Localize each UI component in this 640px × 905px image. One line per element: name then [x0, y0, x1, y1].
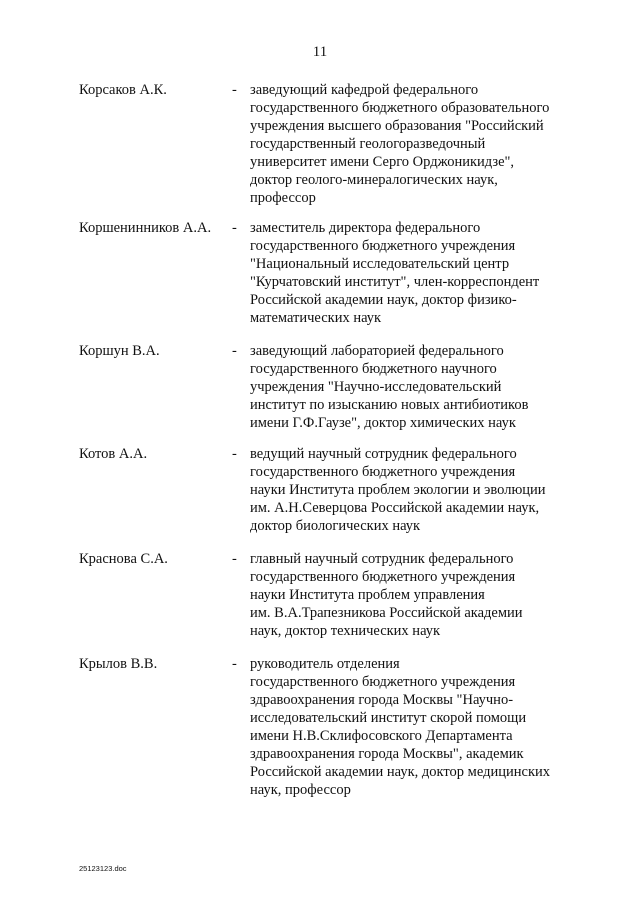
description-line: науки Института проблем управления — [250, 587, 485, 603]
member-name: Коршун В.А. — [79, 343, 160, 359]
description-line: главный научный сотрудник федерального — [250, 551, 514, 567]
entry-dash: - — [232, 446, 237, 462]
description-line: наук, доктор технических наук — [250, 623, 441, 639]
description-line: государственного бюджетного научного — [250, 361, 497, 377]
member-description — [250, 342, 570, 432]
description-line: университет имени Серго Орджоникидзе", — [250, 154, 515, 170]
entry-dash: - — [232, 343, 237, 359]
description-line: профессор — [250, 190, 316, 206]
member-name: Котов А.А. — [79, 446, 148, 462]
description-line: институт по изысканию новых антибиотиков — [250, 397, 529, 413]
description-line: Российской академии наук, доктор физико- — [250, 292, 517, 308]
member-description — [250, 550, 570, 640]
description-line: им. В.А.Трапезникова Российской академии — [250, 605, 523, 621]
description-line: Российской академии наук, доктор медицинских — [250, 764, 550, 780]
description-line: учреждения "Научно-исследовательский — [250, 379, 502, 395]
description-line: доктор биологических наук — [250, 518, 421, 534]
description-line: здравоохранения города Москвы", академик — [250, 746, 524, 762]
entry-dash: - — [232, 220, 237, 236]
description-line: государственного бюджетного учреждения — [250, 674, 516, 690]
description-line: математических наук — [250, 310, 382, 326]
member-description — [250, 655, 570, 799]
member-name: Коршенинников А.А. — [79, 220, 212, 236]
entry-dash: - — [232, 656, 237, 672]
description-line: здравоохранения города Москвы "Научно- — [250, 692, 514, 708]
description-line: имени Г.Ф.Гаузе", доктор химических наук — [250, 415, 516, 431]
description-line: заместитель директора федерального — [250, 220, 481, 236]
page-number: 11 — [312, 44, 328, 60]
description-line: им. А.Н.Северцова Российской академии наук, — [250, 500, 540, 516]
description-line: государственный геологоразведочный — [250, 136, 486, 152]
description-line: наук, профессор — [250, 782, 351, 798]
description-line: ведущий научный сотрудник федерального — [250, 446, 517, 462]
member-description — [250, 445, 570, 535]
description-line: науки Института проблем экологии и эволюции — [250, 482, 546, 498]
entry-dash: - — [232, 551, 237, 567]
entry-dash: - — [232, 82, 237, 98]
description-line: государственного бюджетного учреждения — [250, 464, 516, 480]
description-line: имени Н.В.Склифосовского Департамента — [250, 728, 513, 744]
description-line: заведующий кафедрой федерального — [250, 82, 479, 98]
member-name: Корсаков А.К. — [79, 82, 167, 98]
description-line: исследовательский институт скорой помощи — [250, 710, 527, 726]
description-line: учреждения высшего образования "Российский — [250, 118, 544, 134]
description-line: "Национальный исследовательский центр — [250, 256, 510, 272]
member-name: Крылов В.В. — [79, 656, 158, 672]
footer-file-name: 25123123.doc — [79, 864, 127, 873]
member-description — [250, 219, 570, 327]
description-line: заведующий лабораторией федерального — [250, 343, 504, 359]
member-name: Краснова С.А. — [79, 551, 168, 567]
description-line: государственного бюджетного образовательного — [250, 100, 550, 116]
description-line: "Курчатовский институт", член-корреспондент — [250, 274, 540, 290]
description-line: государственного бюджетного учреждения — [250, 238, 516, 254]
member-description — [250, 81, 570, 207]
description-line: руководитель отделения — [250, 656, 400, 672]
description-line: государственного бюджетного учреждения — [250, 569, 516, 585]
description-line: доктор геолого-минералогических наук, — [250, 172, 498, 188]
